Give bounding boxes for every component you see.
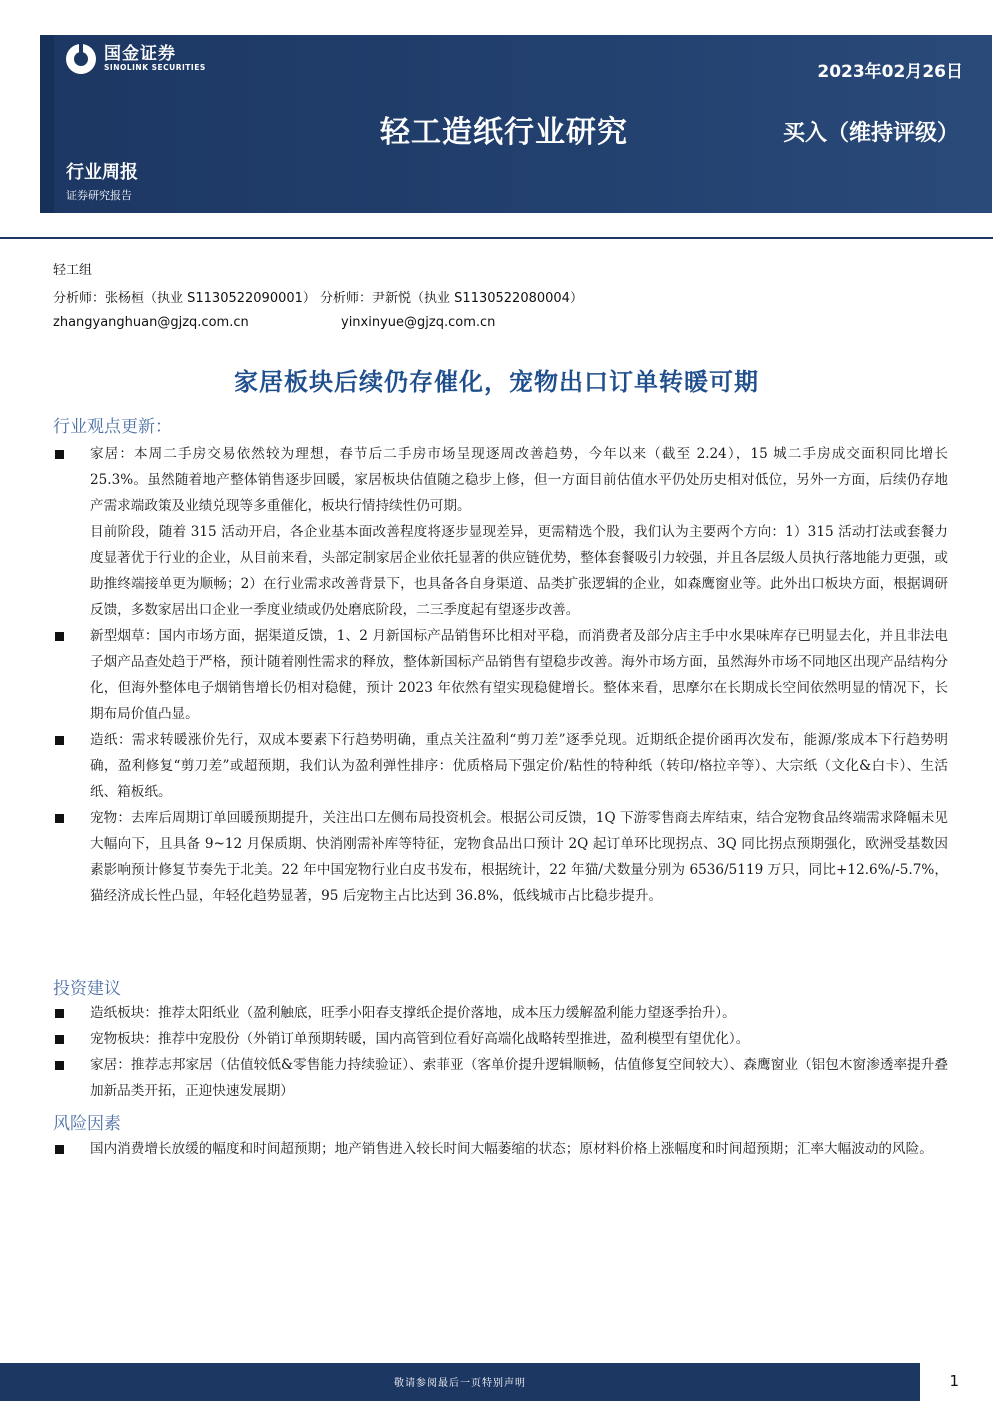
views-list bbox=[53, 441, 948, 909]
report-subtype: 证券研究报告 bbox=[66, 189, 132, 202]
header-divider bbox=[0, 237, 993, 239]
list-item bbox=[53, 1052, 948, 1104]
paragraph: 造纸：需求转暖涨价先行，双成本要素下行趋势明确，重点关注盈利“剪刀差”逐季兑现。近期纸企提价函再次发布，能源/浆成本下行趋势明确，盈利修复“剪刀差”或超预期，我们认为盈利弹性排序：优质格局下强定价/粘性的特种纸（转印/格拉辛等）、大宗纸（文化&白卡）、生活纸、箱板纸。 bbox=[90, 732, 948, 800]
invest-list bbox=[53, 1000, 948, 1104]
list-item bbox=[53, 1026, 948, 1052]
logo-text bbox=[104, 45, 206, 73]
square-bullet-icon bbox=[55, 1009, 64, 1018]
team-label: 轻工组 bbox=[53, 263, 93, 278]
report-title: 轻工造纸行业研究 bbox=[380, 115, 628, 150]
report-type: 行业周报 bbox=[66, 162, 138, 183]
list-item bbox=[53, 441, 948, 623]
paragraph: 造纸板块：推荐太阳纸业（盈利触底，旺季小阳春支撑纸企提价落地，成本压力缓解盈利能力望逐季抬升）。 bbox=[90, 1005, 736, 1021]
logo-en: SINOLINK SECURITIES bbox=[104, 63, 206, 72]
company-logo bbox=[66, 44, 206, 74]
paragraph: 家居：推荐志邦家居（估值较低&零售能力持续验证）、索菲亚（客单价提升逻辑顺畅，估值修复空间较大）、森鹰窗业（铝包木窗渗透率提升叠加新品类开拓，正迎快速发展期） bbox=[90, 1057, 948, 1099]
banner-edge bbox=[40, 35, 54, 213]
paragraph: 国内消费增长放缓的幅度和时间超预期；地产销售进入较长时间大幅萎缩的状态；原材料价格上涨幅度和时间超预期；汇率大幅波动的风险。 bbox=[90, 1141, 933, 1157]
square-bullet-icon bbox=[55, 632, 64, 641]
section-title-risk: 风险因素 bbox=[53, 1114, 121, 1134]
square-bullet-icon bbox=[55, 450, 64, 459]
square-bullet-icon bbox=[55, 736, 64, 745]
paragraph: 新型烟草：国内市场方面，据渠道反馈，1、2 月新国标产品销售环比相对平稳，而消费者及部分店主手中水果味库存已明显去化，并且非法电子烟产品查处趋于严格，预计随着刚性需求的释放，整体新国标产品销售有望稳步改善。海外市场方面，虽然海外市场不同地区出现产品结构分化，但海外整体电子烟销售增长仍相对稳健，预计 2023 年依然有望实现稳健增长。整体来看，思摩尔在长期成长空间依然明显的情况下，长期布局价值凸显。 bbox=[90, 628, 948, 722]
square-bullet-icon bbox=[55, 1145, 64, 1154]
square-bullet-icon bbox=[55, 1035, 64, 1044]
list-item bbox=[53, 1136, 948, 1162]
paragraph: 宠物板块：推荐中宠股份（外销订单预期转暖，国内高管到位看好高端化战略转型推进，盈利模型有望优化）。 bbox=[90, 1031, 750, 1047]
risk-list bbox=[53, 1136, 948, 1162]
section-title-views: 行业观点更新： bbox=[53, 417, 172, 437]
logo-icon bbox=[66, 44, 96, 74]
list-item bbox=[53, 805, 948, 909]
list-item bbox=[53, 727, 948, 805]
list-item bbox=[53, 623, 948, 727]
list-item bbox=[53, 1000, 948, 1026]
square-bullet-icon bbox=[55, 1061, 64, 1070]
report-date: 2023年02月26日 bbox=[817, 62, 963, 82]
analysts-line: 分析师：张杨桓（执业 S1130522090001） 分析师：尹新悦（执业 S1130522080004） bbox=[53, 291, 583, 306]
section-title-invest: 投资建议 bbox=[53, 979, 121, 999]
paragraph: 目前阶段，随着 315 活动开启，各企业基本面改善程度将逐步显现差异，更需精选个股，我们认为主要两个方向：1）315 活动打法或套餐力度显著优于行业的企业，从目前来看，头部定制家居企业依托显著的供应链优势，整体套餐吸引力较强，并且各层级人员执行落地能力更强，或助推终端接单更为顺畅；2）在行业需求改善背景下，也具备各自身渠道、品类扩张逻辑的企业，如森鹰窗业等。此外出口板块方面，根据调研反馈，多数家居出口企业一季度业绩或仍处磨底阶段，二三季度起有望逐步改善。 bbox=[90, 524, 948, 618]
email-zhang[interactable]: zhangyanghuan@gjzq.com.cn bbox=[53, 315, 249, 330]
page-number: 1 bbox=[949, 1372, 959, 1390]
square-bullet-icon bbox=[55, 814, 64, 823]
rating-label: 买入（维持评级） bbox=[782, 121, 959, 146]
paragraph: 家居：本周二手房交易依然较为理想，春节后二手房市场呈现逐周改善趋势，今年以来（截至 2.24），15 城二手房成交面积同比增长 25.3%。虽然随着地产整体销售逐步回暖，家居板块估值随之稳步上修，但一方面目前估值水平仍处历史相对低位，另外一方面，后续仍存地产需求端政策及业绩兑现等多重催化，板块行情持续性仍可期。 bbox=[90, 446, 948, 514]
report-headline: 家居板块后续仍存催化，宠物出口订单转暖可期 bbox=[234, 368, 759, 396]
paragraph: 宠物：去库后周期订单回暖预期提升，关注出口左侧布局投资机会。根据公司反馈，1Q 下游零售商去库结束，结合宠物食品终端需求降幅未见大幅向下，且具备 9~12 月保质期、快消刚需补库等特征，宠物食品出口预计 2Q 起订单环比现拐点、3Q 同比拐点预期强化，欧洲受基数因素影响预计修复节奏先于北美。22 年中国宠物行业白皮书发布，根据统计，22 年猫/犬数量分别为 6536/5119 万只，同比+12.6%/-5.7%，猫经济成长性凸显，年轻化趋势显著，95 后宠物主占比达到 36.8%，低线城市占比稳步提升。 bbox=[90, 810, 948, 904]
footer-notice: 敬请参阅最后一页特别声明 bbox=[394, 1378, 526, 1389]
logo-cn: 国金证券 bbox=[104, 44, 176, 64]
email-yin[interactable]: yinxinyue@gjzq.com.cn bbox=[341, 315, 496, 330]
